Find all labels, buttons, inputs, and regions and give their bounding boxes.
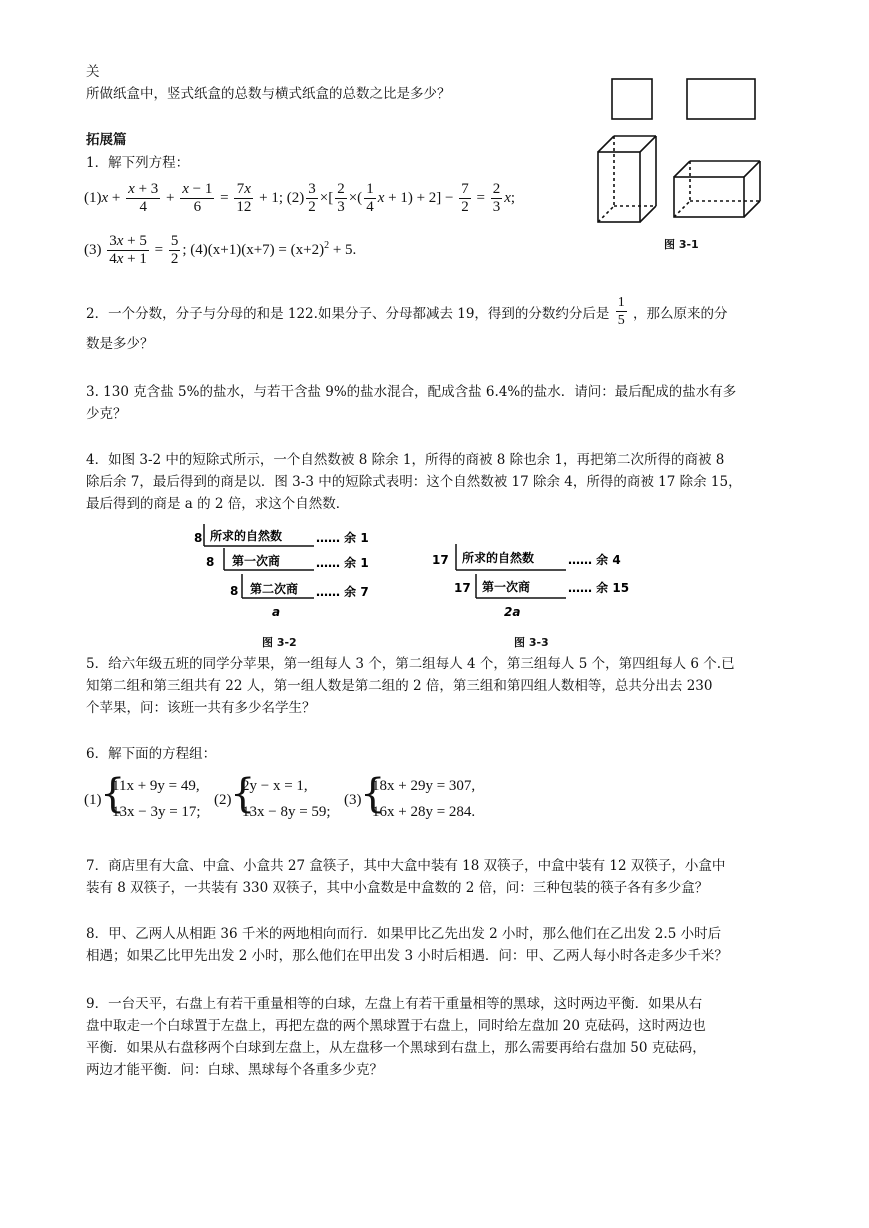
fig33-rem-1: …… 余 4 [568,553,621,567]
figure-3-3-caption: 图 3-3 [514,636,549,649]
fig33-result: 2a [504,605,521,619]
figure-3-1-caption: 图 3-1 [664,238,699,251]
figure-3-2-caption: 图 3-2 [262,636,297,649]
fig33-rem-2: …… 余 15 [568,581,630,595]
q5-text-3: 个苹果，问：该班一共有多少名学生？ [86,700,316,716]
q2-frac-den: 5 [617,313,625,328]
q1-equation-row-1: (1)x + $\frac{x + 3}{4}$ + $\frac{x - 1}{6}$ = $\frac{7x}{12}$ + 1; (2) $\frac{3}{2}$ ×[ $\frac{2}{3}$ ×( $\frac{1}{4}$ x + 1) + 2] − $\frac{7}{2}$ = $\frac{2}{3}$ x; [84,181,516,216]
q9-text-4: 两边才能平衡．问：白球、黑球每个各重多少克？ [86,1062,383,1078]
figure-3-1 [590,72,770,252]
q5-text-2: 知第二组和第三组共有 22 人，第一组人数是第二组的 2 倍，第三组和第四组人数相等，总共分出去 230 [86,678,713,694]
q2-text-2: 数是多少？ [86,336,154,352]
q9-text-3: 平衡．如果从右盘移两个白球到左盘上，从左盘移一个黑球到右盘上，那么需要再给右盘加 50 克砝码， [86,1040,706,1056]
q9-text-1: 9．一台天平，右盘上有若干重量相等的白球，左盘上有若干重量相等的黑球，这时两边平衡．如果从右 [86,996,703,1012]
fig32-row-1: 所求的自然数 [210,529,283,543]
fig32-divisor-1: 8 [194,531,203,545]
fig32-result: a [272,605,281,619]
q8-text-1: 8．甲、乙两人从相距 36 千米的两地相向而行．如果甲比乙先出发 2 小时，那么他们在乙出发 2.5 小时后 [86,926,722,942]
fig33-row-1: 所求的自然数 [462,551,535,565]
fig32-divisor-2: 8 [206,555,215,569]
q3-text-1: 3. 130 克含盐 5%的盐水，与若干含盐 9%的盐水混合，配成含盐 6.4%的盐水．请问：最后配成的盐水有多 [86,384,737,400]
q4-text-1: 4．如图 3-2 中的短除式所示，一个自然数被 8 除余 1，所得的商被 8 除也余 1，再把第二次所得的商被 8 [86,452,725,468]
q1-label: 1．解下列方程： [86,155,190,171]
fig32-row-3: 第二次商 [250,582,299,596]
section-title: 拓展篇 [86,132,127,148]
fig32-rem-2: …… 余 1 [316,556,369,570]
fig32-divisor-3: 8 [230,584,239,598]
rect-face [687,79,755,119]
top-line-0: 关 [86,64,100,80]
fig33-row-2: 第一次商 [482,580,531,594]
q9-text-2: 盘中取走一个白球置于左盘上，再把左盘的两个黑球置于右盘上，同时给左盘加 20 克砝码，这时两边也 [86,1018,706,1034]
fig33-divisor-2: 17 [454,581,471,595]
q6-label: 6．解下面的方程组： [86,746,217,762]
q4-text-2: 除后余 7，最后得到的商是以．图 3-3 中的短除式表明：这个自然数被 17 除余 4，所得的商被 17 除余 15， [86,474,742,490]
fig32-row-2: 第一次商 [232,554,281,568]
fig32-rem-1: …… 余 1 [316,531,369,545]
q5-text-1: 5．给六年级五班的同学分苹果，第一组每人 3 个，第二组每人 4 个，第三组每人 5 个，第四组每人 6 个.已 [86,656,735,672]
figure-3-2 [190,520,390,620]
q2-frac-num: 1 [617,295,625,310]
q8-text-2: 相遇；如果乙比甲先出发 2 小时，那么他们在甲出发 3 小时后相遇．问：甲、乙两人每小时各走多少千米？ [86,948,728,964]
q3-text-2: 少克？ [86,406,127,422]
top-line-1: 所做纸盒中，竖式纸盒的总数与横式纸盒的总数之比是多少？ [86,86,451,102]
fig32-rem-3: …… 余 7 [316,585,369,599]
horizontal-box [674,161,760,217]
q4-text-3: 最后得到的商是 a 的 2 倍，求这个自然数． [86,496,350,512]
q7-text-1: 7．商店里有大盒、中盒、小盒共 27 盒筷子，其中大盒中装有 18 双筷子，中盒中装有 12 双筷子，小盒中 [86,858,726,874]
q1-equation-row-2: (3) $\frac{3x + 5}{4x + 1}$ = $\frac{5}{2}$ ; $(4)(x+1)(x+7) = (x+2)^2 + 5$. [84,233,357,268]
q2-text-1: 2．一个分数，分子与分母的和是 122.如果分子、分母都减去 19，得到的分数约分后是 $\frac{1}{5}$ ，那么原来的分 [86,295,728,328]
vertical-box [598,136,656,222]
square-face [612,79,652,119]
fig33-divisor-1: 17 [432,553,449,567]
figure-3-3 [428,540,648,620]
q7-text-2: 装有 8 双筷子，一共装有 330 双筷子，其中小盒数是中盒数的 2 倍，问：三种包装的筷子各有多少盒？ [86,880,709,896]
